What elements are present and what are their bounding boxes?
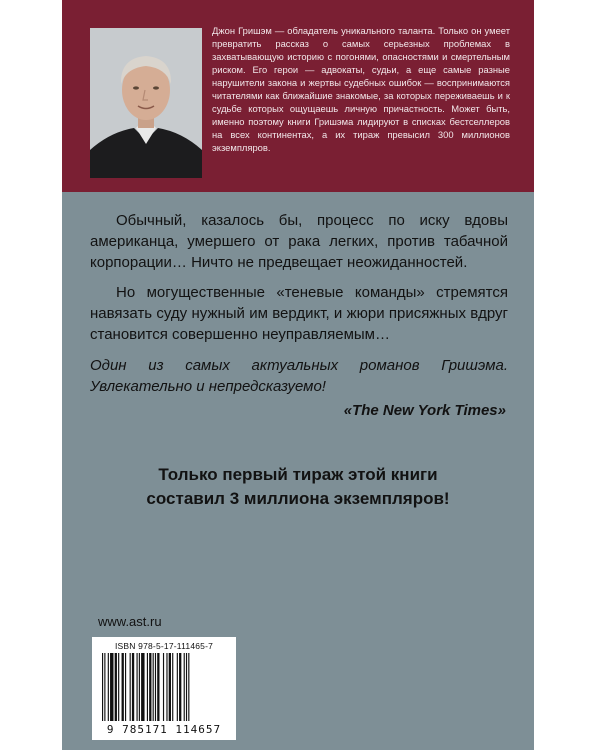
barcode-icon [100, 653, 228, 723]
print-run-headline [62, 463, 534, 511]
review-quote: Один из самых актуальных романов Гришэма. Увлекательно и непредсказуемо! [90, 357, 508, 395]
author-photo [90, 28, 202, 178]
isbn-label: ISBN 978-5-17-111465-7 [114, 641, 214, 651]
ean-digits: 9 785171 114657 [106, 723, 222, 736]
author-bio-band [62, 0, 534, 192]
description-paragraph: Обычный, казалось бы, процесс по иску вдовы американца, умершего от рака легких, против табачной корпорации… Ничто не предвещает неожиданностей. [90, 212, 508, 271]
book-back-cover [62, 0, 534, 750]
author-bio-text: Джон Гришэм — обладатель уникального таланта. Только он умеет превратить рассказ о самых серьезных проблемах в захватывающую историю с погонями, опасностями и смертельным риском. Его герои — адвокаты, судьи, а еще самые разные нарушители закона и жертвы судебных ошибок — воспринимаются читателями как ближайшие знакомые, за которых переживаешь и к судьбе которых ощущаешь личную причастность. Может быть, именно поэтому книги Гришэма лидируют в списках бестселлеров на всех континентах, а их тираж превысил 300 миллионов экземпляров. [212, 25, 510, 153]
publisher-website: www.ast.ru [98, 614, 162, 629]
description-paragraph: Но могущественные «теневые команды» стремятся навязать суду нужный им вердикт, и жюри присяжных вдруг становится совершенно неуправляемым… [90, 284, 508, 343]
headline-line-2: составил 3 миллиона экземпляров! [146, 489, 450, 508]
headline-line-1: Только первый тираж этой книги [158, 465, 438, 484]
book-description [90, 210, 508, 354]
review-source: «The New York Times» [343, 402, 506, 419]
barcode-block [92, 637, 236, 740]
